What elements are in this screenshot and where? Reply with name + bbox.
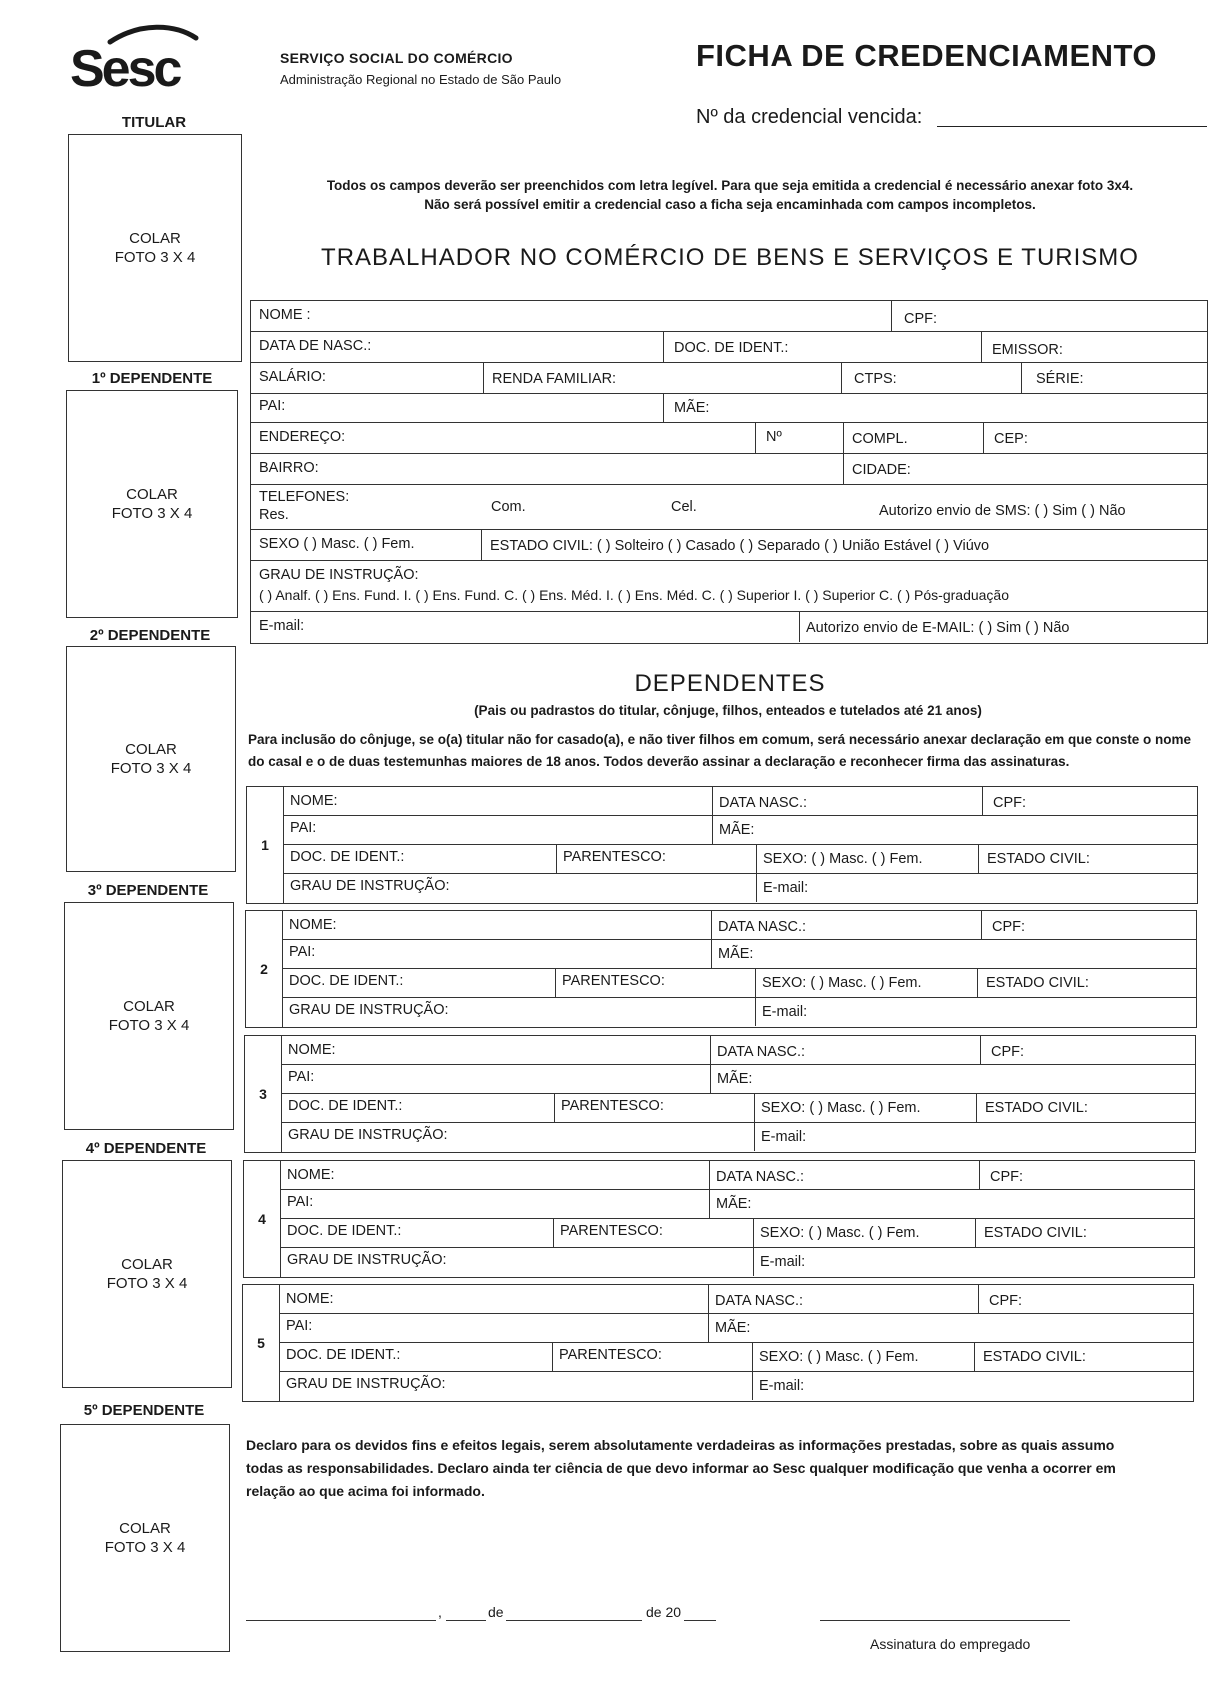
- dep-label-pai: PAI:: [290, 820, 317, 836]
- field-doc-ident[interactable]: [663, 332, 981, 362]
- dep-label-parentesco: PARENTESCO:: [559, 1347, 662, 1363]
- field-ctps[interactable]: [841, 363, 1021, 393]
- label-com[interactable]: Com.: [491, 499, 526, 515]
- dep-label-nome: NOME:: [286, 1291, 334, 1307]
- dep-row-nome: [283, 911, 1196, 940]
- dep-label-estado-civil: ESTADO CIVIL:: [987, 851, 1090, 867]
- dep-label-pai: PAI:: [287, 1194, 314, 1210]
- dep-label-sexo: SEXO: ( ) Masc. ( ) Fem.: [763, 851, 923, 867]
- signature-caption: Assinatura do empregado: [870, 1636, 1031, 1652]
- photo-title-dep5: 5º DEPENDENTE: [83, 1402, 205, 1419]
- dependente-number: 4: [244, 1161, 281, 1277]
- field-salario[interactable]: [251, 363, 483, 393]
- dep-field-mae[interactable]: [709, 1190, 1194, 1218]
- label-mae: MÃE:: [674, 400, 710, 416]
- dep-field-doc[interactable]: [282, 1094, 554, 1122]
- photo-box-dep3[interactable]: [64, 902, 234, 1130]
- dep-field-parentesco[interactable]: [552, 1343, 752, 1371]
- dep-field-data-nasc[interactable]: [708, 1285, 978, 1313]
- label-ctps: CTPS:: [854, 371, 897, 387]
- dependente-block: [242, 1284, 1194, 1402]
- dep-field-data-nasc[interactable]: [712, 787, 982, 815]
- photo-box-titular[interactable]: [68, 134, 242, 362]
- dep-label-email: E-mail:: [763, 880, 809, 896]
- dep-field-mae[interactable]: [710, 1065, 1195, 1093]
- field-compl[interactable]: [843, 423, 983, 453]
- dep-label-mae: MÃE:: [718, 946, 754, 962]
- dep-label-parentesco: PARENTESCO:: [560, 1223, 663, 1239]
- label-emissor: EMISSOR:: [992, 342, 1063, 358]
- dep-label-grau: GRAU DE INSTRUÇÃO:: [290, 878, 450, 894]
- row-nome: [251, 301, 1207, 332]
- dep-field-cpf[interactable]: [982, 787, 1197, 815]
- dep-label-parentesco: PARENTESCO:: [562, 973, 665, 989]
- dep-label-doc: DOC. DE IDENT.:: [287, 1223, 402, 1239]
- label-res[interactable]: Res.: [259, 507, 289, 523]
- dep-label-doc: DOC. DE IDENT.:: [288, 1098, 403, 1114]
- dep-field-cpf[interactable]: [978, 1285, 1193, 1313]
- dep-field-estado-civil[interactable]: [978, 845, 1197, 873]
- dep-label-cpf: CPF:: [993, 795, 1027, 811]
- declaration-text: Declaro para os devidos fins e efeitos legais, serem absolutamente verdadeiras as informações prestadas, sobre as quais assumo todas as responsabilidades. Declaro ainda ter ciência de que devo informar ao Sesc qualquer modificação que venha a ocorrer em relação ao que acima foi informado.: [246, 1437, 1116, 1499]
- dependente-block: [243, 1160, 1195, 1278]
- dep-label-pai: PAI:: [286, 1318, 313, 1334]
- dep-field-doc[interactable]: [280, 1343, 552, 1371]
- dep-field-doc[interactable]: [283, 969, 555, 997]
- dep-field-sexo[interactable]: [755, 969, 977, 997]
- dep-field-grau[interactable]: [283, 998, 755, 1026]
- dep-field-data-nasc[interactable]: [709, 1161, 979, 1189]
- dep-field-doc[interactable]: [281, 1219, 553, 1247]
- dep-field-email[interactable]: [756, 874, 1197, 902]
- dependente-number: 3: [245, 1036, 282, 1152]
- label-endereco: ENDEREÇO:: [259, 429, 346, 445]
- field-cpf[interactable]: [891, 301, 1207, 331]
- dep-field-cpf[interactable]: [981, 911, 1196, 939]
- label-numero: Nº: [766, 429, 782, 445]
- credential-input-line[interactable]: [937, 126, 1207, 127]
- dep-label-grau: GRAU DE INSTRUÇÃO:: [287, 1252, 447, 1268]
- dep-field-data-nasc[interactable]: [710, 1036, 980, 1064]
- dep-label-data-nasc: DATA NASC.:: [719, 795, 808, 811]
- dep-field-nome[interactable]: [283, 911, 711, 939]
- dep-field-email[interactable]: [753, 1248, 1194, 1276]
- signature-city-line[interactable]: [246, 1620, 436, 1621]
- dependente-number: 5: [243, 1285, 280, 1401]
- instructions-line-2: Não será possível emitir a credencial caso a ficha seja encaminhada com campos incompletos.: [424, 197, 1036, 212]
- photo-box-size: FOTO 3 X 4: [104, 1539, 186, 1556]
- signature-month-line[interactable]: [506, 1620, 642, 1621]
- dep-label-nome: NOME:: [290, 793, 338, 809]
- photo-title-dep1: 1º DEPENDENTE: [91, 370, 213, 387]
- dep-row-doc: [281, 1219, 1194, 1248]
- dependentes-note: Para inclusão do cônjuge, se o(a) titular não for casado(a), e não tiver filhos em comum, será necessário anexar declaração em que conste o nome do casal e o de duas testemunhas maiores de 18 anos. Todos deverão assinar a declaração e reconhecer firma das assinaturas.: [248, 732, 1192, 769]
- dependentes-intro: (Pais ou padrastos do titular, cônjuge, filhos, enteados e tutelados até 21 anos): [474, 703, 982, 718]
- label-nome: NOME :: [259, 307, 311, 323]
- dep-label-estado-civil: ESTADO CIVIL:: [985, 1100, 1088, 1116]
- dep-field-estado-civil[interactable]: [976, 1094, 1195, 1122]
- label-salario: SALÁRIO:: [259, 369, 326, 385]
- signature-line[interactable]: [820, 1620, 1070, 1621]
- dep-field-pai[interactable]: [281, 1190, 709, 1218]
- signature-comma: ,: [438, 1604, 442, 1620]
- label-cpf: CPF:: [904, 311, 938, 327]
- dep-field-grau[interactable]: [284, 874, 756, 902]
- dep-field-cpf[interactable]: [980, 1036, 1195, 1064]
- signature-de-2: de 20: [646, 1604, 682, 1620]
- dep-label-sexo: SEXO: ( ) Masc. ( ) Fem.: [760, 1225, 920, 1241]
- dep-row-pai: [282, 1065, 1195, 1094]
- dep-label-mae: MÃE:: [719, 822, 755, 838]
- dep-label-grau: GRAU DE INSTRUÇÃO:: [286, 1376, 446, 1392]
- dep-row-grau: [280, 1372, 1193, 1400]
- dep-field-mae[interactable]: [708, 1314, 1193, 1342]
- dep-row-grau: [282, 1123, 1195, 1151]
- photo-box-size: FOTO 3 X 4: [108, 1017, 190, 1034]
- label-pai: PAI:: [259, 398, 286, 414]
- dep-label-mae: MÃE:: [717, 1071, 753, 1087]
- dep-row-pai: [284, 816, 1197, 845]
- instructions-line-1: Todos os campos deverão ser preenchidos com letra legível. Para que seja emitida a credencial é necessário anexar foto 3x4.: [326, 178, 1134, 193]
- label-serie: SÉRIE:: [1036, 371, 1084, 387]
- dependente-number: 1: [247, 787, 284, 903]
- dep-label-doc: DOC. DE IDENT.:: [286, 1347, 401, 1363]
- sms-authorization[interactable]: Autorizo envio de SMS: ( ) Sim ( ) Não: [879, 503, 1126, 519]
- signature-de-1: de: [488, 1604, 504, 1620]
- svg-text:Sesc: Sesc: [70, 40, 180, 94]
- grau-options[interactable]: ( ) Analf. ( ) Ens. Fund. I. ( ) Ens. Fund. C. ( ) Ens. Méd. I. ( ) Ens. Méd. C. ( ) Superior I. ( ) Superior C. ( ) Pós-graduação: [259, 587, 1010, 603]
- field-bairro[interactable]: [251, 454, 843, 484]
- dep-label-parentesco: PARENTESCO:: [561, 1098, 664, 1114]
- label-cep: CEP:: [994, 431, 1028, 447]
- dep-label-sexo: SEXO: ( ) Masc. ( ) Fem.: [761, 1100, 921, 1116]
- dep-field-sexo[interactable]: [752, 1343, 974, 1371]
- dep-row-doc: [282, 1094, 1195, 1123]
- dep-label-sexo: SEXO: ( ) Masc. ( ) Fem.: [762, 975, 922, 991]
- label-doc-ident: DOC. DE IDENT.:: [674, 340, 789, 356]
- dep-field-estado-civil[interactable]: [975, 1219, 1194, 1247]
- field-serie[interactable]: [1021, 363, 1207, 393]
- label-telefones: TELEFONES:: [259, 489, 350, 505]
- dep-row-nome: [284, 787, 1197, 816]
- dep-label-email: E-mail:: [762, 1004, 808, 1020]
- photo-box-dep1[interactable]: [66, 390, 238, 618]
- photo-box-label: COLAR: [129, 230, 181, 247]
- dep-label-doc: DOC. DE IDENT.:: [290, 849, 405, 865]
- dep-label-doc: DOC. DE IDENT.:: [289, 973, 404, 989]
- dep-field-data-nasc[interactable]: [711, 911, 981, 939]
- dep-field-estado-civil[interactable]: [977, 969, 1196, 997]
- field-data-nasc[interactable]: [251, 332, 663, 362]
- label-renda: RENDA FAMILIAR:: [492, 371, 617, 387]
- photo-box-label: COLAR: [126, 486, 178, 503]
- row-telefones: [251, 485, 1207, 530]
- dep-field-nome[interactable]: [281, 1161, 709, 1189]
- dep-field-pai[interactable]: [283, 940, 711, 968]
- photo-box-label: COLAR: [125, 741, 177, 758]
- photo-box-size: FOTO 3 X 4: [111, 505, 193, 522]
- label-email: E-mail:: [259, 618, 305, 634]
- dep-label-data-nasc: DATA NASC.:: [715, 1293, 804, 1309]
- dep-field-grau[interactable]: [282, 1123, 754, 1151]
- dep-field-parentesco[interactable]: [554, 1094, 754, 1122]
- dependente-fields: [284, 787, 1197, 903]
- label-grau: GRAU DE INSTRUÇÃO:: [259, 567, 419, 583]
- titular-section-title: TRABALHADOR NO COMÉRCIO DE BENS E SERVIÇOS E TURISMO: [321, 244, 1139, 271]
- dep-field-doc[interactable]: [284, 845, 556, 873]
- photo-box-label: COLAR: [121, 1256, 173, 1273]
- row-endereco: [251, 423, 1207, 454]
- dep-field-email[interactable]: [755, 998, 1196, 1026]
- field-cep[interactable]: [983, 423, 1207, 453]
- photo-box-size: FOTO 3 X 4: [114, 249, 196, 266]
- photo-box-label: COLAR: [123, 998, 175, 1015]
- dep-field-estado-civil[interactable]: [974, 1343, 1193, 1371]
- dep-row-nome: [282, 1036, 1195, 1065]
- photo-title-titular: TITULAR: [121, 114, 187, 131]
- dep-field-mae[interactable]: [712, 816, 1197, 844]
- dependente-number: 2: [246, 911, 283, 1027]
- dep-row-doc: [280, 1343, 1193, 1372]
- label-estado-civil: ESTADO CIVIL: ( ) Solteiro ( ) Casado ( ) Separado ( ) União Estável ( ) Viúvo: [490, 538, 990, 554]
- dep-field-parentesco[interactable]: [553, 1219, 753, 1247]
- row-grau: [251, 561, 1207, 612]
- dep-label-grau: GRAU DE INSTRUÇÃO:: [289, 1002, 449, 1018]
- dep-row-grau: [284, 874, 1197, 902]
- field-nome[interactable]: [251, 301, 891, 331]
- dep-row-pai: [283, 940, 1196, 969]
- photo-title-dep3: 3º DEPENDENTE: [87, 882, 209, 899]
- dep-label-data-nasc: DATA NASC.:: [716, 1169, 805, 1185]
- dep-field-cpf[interactable]: [979, 1161, 1194, 1189]
- dep-field-sexo[interactable]: [753, 1219, 975, 1247]
- dep-field-mae[interactable]: [711, 940, 1196, 968]
- org-name: SERVIÇO SOCIAL DO COMÉRCIO: [280, 50, 513, 66]
- instructions: [300, 176, 1160, 214]
- dep-field-sexo[interactable]: [756, 845, 978, 873]
- dep-label-nome: NOME:: [288, 1042, 336, 1058]
- org-subtitle: Administração Regional no Estado de São Paulo: [280, 72, 562, 87]
- dep-field-grau[interactable]: [281, 1248, 753, 1276]
- dep-label-mae: MÃE:: [716, 1196, 752, 1212]
- photo-box-dep5[interactable]: [60, 1424, 230, 1652]
- dep-field-nome[interactable]: [282, 1036, 710, 1064]
- photo-title-dep2: 2º DEPENDENTE: [89, 627, 211, 644]
- field-endereco[interactable]: [251, 423, 755, 453]
- dep-label-mae: MÃE:: [715, 1320, 751, 1336]
- field-estado-civil[interactable]: [481, 530, 1207, 560]
- dep-row-pai: [281, 1190, 1194, 1219]
- dep-label-data-nasc: DATA NASC.:: [717, 1044, 806, 1060]
- dep-label-email: E-mail:: [760, 1254, 806, 1270]
- row-sexo: [251, 530, 1207, 561]
- dep-label-cpf: CPF:: [990, 1169, 1024, 1185]
- label-bairro: BAIRRO:: [259, 460, 319, 476]
- label-sexo: SEXO ( ) Masc. ( ) Fem.: [259, 536, 415, 552]
- dep-row-nome: [281, 1161, 1194, 1190]
- dep-label-parentesco: PARENTESCO:: [563, 849, 666, 865]
- dep-row-nome: [280, 1285, 1193, 1314]
- row-data-nasc: [251, 332, 1207, 363]
- label-compl: COMPL.: [852, 431, 908, 447]
- dependente-fields: [283, 911, 1196, 1027]
- dep-row-doc: [283, 969, 1196, 998]
- field-emissor[interactable]: [981, 332, 1207, 362]
- label-email-authorization: Autorizo envio de E-MAIL: ( ) Sim ( ) Não: [806, 620, 1070, 636]
- dep-field-nome[interactable]: [284, 787, 712, 815]
- field-pai[interactable]: [251, 394, 663, 422]
- dep-field-email[interactable]: [752, 1372, 1193, 1400]
- row-salario: [251, 363, 1207, 394]
- photo-box-size: FOTO 3 X 4: [106, 1275, 188, 1292]
- label-data-nasc: DATA DE NASC.:: [259, 338, 372, 354]
- dep-field-sexo[interactable]: [754, 1094, 976, 1122]
- dep-field-pai[interactable]: [282, 1065, 710, 1093]
- photo-title-dep4: 4º DEPENDENTE: [85, 1140, 207, 1157]
- signature-year-line[interactable]: [684, 1620, 716, 1621]
- dep-row-grau: [281, 1248, 1194, 1276]
- dep-field-parentesco[interactable]: [556, 845, 756, 873]
- dep-label-nome: NOME:: [287, 1167, 335, 1183]
- dep-row-doc: [284, 845, 1197, 874]
- field-email[interactable]: [251, 612, 799, 642]
- label-cidade: CIDADE:: [852, 462, 911, 478]
- dependentes-title: DEPENDENTES: [634, 670, 826, 697]
- photo-box-size: FOTO 3 X 4: [110, 760, 192, 777]
- dep-label-cpf: CPF:: [992, 919, 1026, 935]
- dep-label-pai: PAI:: [288, 1069, 315, 1085]
- dep-label-cpf: CPF:: [989, 1293, 1023, 1309]
- row-bairro: [251, 454, 1207, 485]
- dep-field-grau[interactable]: [280, 1372, 752, 1400]
- dep-label-estado-civil: ESTADO CIVIL:: [984, 1225, 1087, 1241]
- photo-box-dep2[interactable]: [66, 646, 236, 872]
- photo-box-dep4[interactable]: [62, 1160, 232, 1388]
- field-numero[interactable]: [755, 423, 843, 453]
- dependente-block: [244, 1035, 1196, 1153]
- form-title: FICHA DE CREDENCIAMENTO: [696, 38, 1158, 73]
- dep-label-sexo: SEXO: ( ) Masc. ( ) Fem.: [759, 1349, 919, 1365]
- dependente-fields: [281, 1161, 1194, 1277]
- dep-label-pai: PAI:: [289, 944, 316, 960]
- sesc-logo: [70, 24, 200, 94]
- field-mae[interactable]: [663, 394, 1207, 422]
- field-renda[interactable]: [483, 363, 841, 393]
- dep-field-parentesco[interactable]: [555, 969, 755, 997]
- dependente-fields: [282, 1036, 1195, 1152]
- dependente-block: [245, 910, 1197, 1028]
- titular-form: [250, 300, 1208, 644]
- dependente-block: [246, 786, 1198, 904]
- email-authorization[interactable]: [799, 612, 1207, 642]
- dep-label-data-nasc: DATA NASC.:: [718, 919, 807, 935]
- dep-label-estado-civil: ESTADO CIVIL:: [986, 975, 1089, 991]
- field-cidade[interactable]: [843, 454, 1207, 484]
- dep-row-grau: [283, 998, 1196, 1026]
- dep-field-email[interactable]: [754, 1123, 1195, 1151]
- dep-label-grau: GRAU DE INSTRUÇÃO:: [288, 1127, 448, 1143]
- dependente-fields: [280, 1285, 1193, 1401]
- dep-field-pai[interactable]: [280, 1314, 708, 1342]
- photo-box-label: COLAR: [119, 1520, 171, 1537]
- dep-label-cpf: CPF:: [991, 1044, 1025, 1060]
- row-email: [251, 612, 1207, 642]
- dep-label-email: E-mail:: [761, 1129, 807, 1145]
- dep-field-nome[interactable]: [280, 1285, 708, 1313]
- dep-field-pai[interactable]: [284, 816, 712, 844]
- dep-label-email: E-mail:: [759, 1378, 805, 1394]
- label-cel[interactable]: Cel.: [671, 499, 697, 515]
- dep-row-pai: [280, 1314, 1193, 1343]
- signature-day-line[interactable]: [446, 1620, 486, 1621]
- field-sexo[interactable]: [251, 530, 481, 560]
- credential-label: Nº da credencial vencida:: [696, 106, 923, 128]
- dep-label-nome: NOME:: [289, 917, 337, 933]
- row-pai: [251, 394, 1207, 423]
- dep-label-estado-civil: ESTADO CIVIL:: [983, 1349, 1086, 1365]
